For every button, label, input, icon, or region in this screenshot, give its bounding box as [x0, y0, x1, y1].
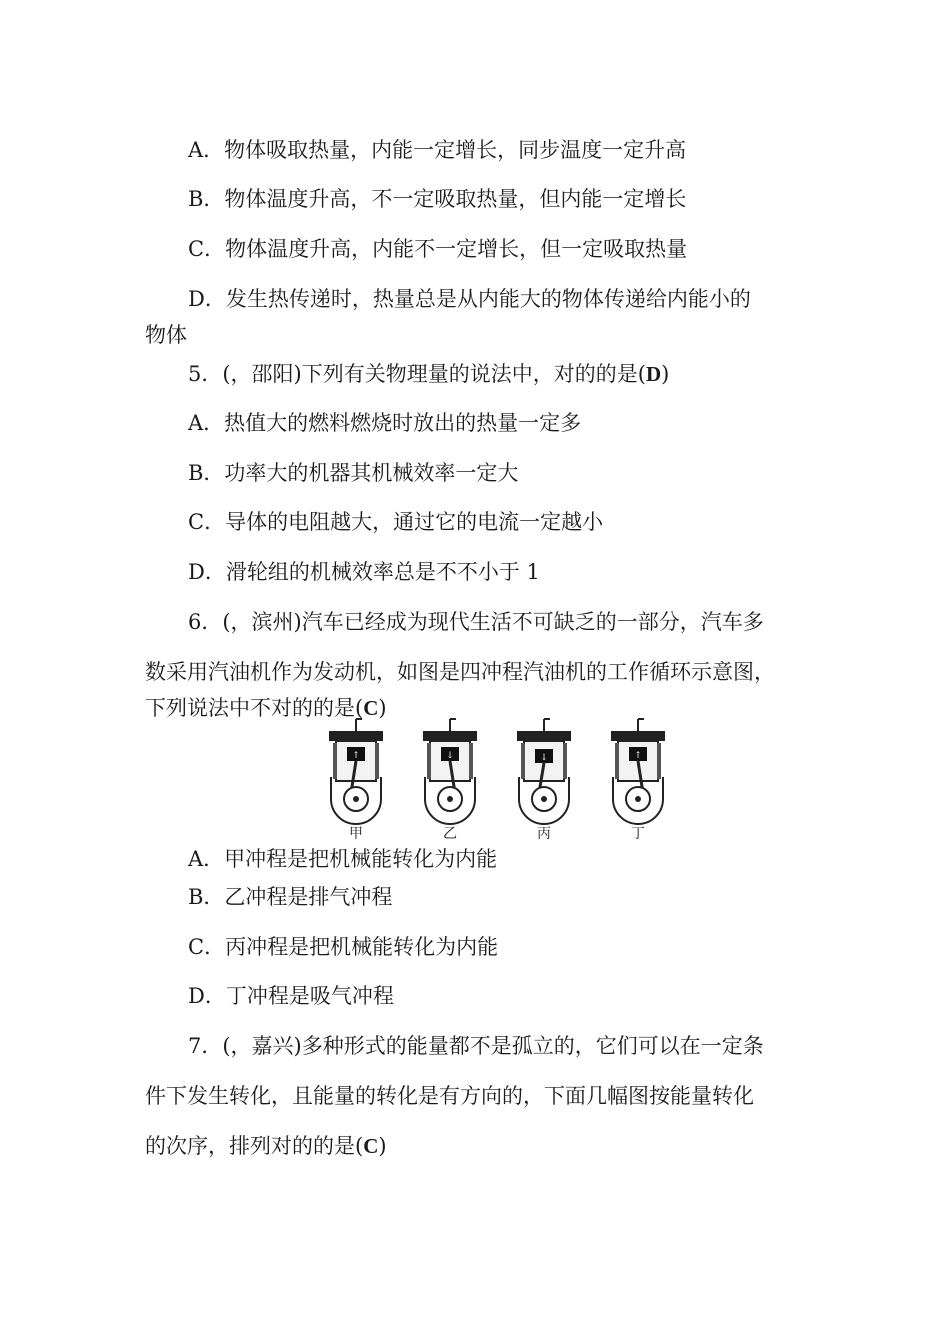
- q5-stem: [188, 360, 669, 388]
- svg-text:↑: ↑: [352, 751, 360, 761]
- q6-close: ): [378, 696, 387, 720]
- svg-text:↓: ↓: [540, 753, 548, 763]
- engine-drawing: [325, 717, 387, 825]
- engine-drawing: [419, 717, 481, 825]
- q6-stem-text: 下列说法中不对的的是(: [145, 696, 364, 720]
- engine-stroke-jia: [325, 717, 387, 842]
- q7-stem-line1: 7．(，嘉兴)多种形式的能量都不是孤立的，它们可以在一定条: [188, 1034, 764, 1058]
- q4-option-c: C．物体温度升高，内能不一定增长，但一定吸取热量: [188, 237, 688, 261]
- svg-text:↓: ↓: [446, 751, 454, 761]
- engine-drawing: [607, 717, 669, 825]
- q5-stem-text: 5．(，邵阳)下列有关物理量的说法中，对的的是(: [188, 362, 646, 386]
- q5-option-a: A．热值大的燃料燃烧时放出的热量一定多: [188, 411, 582, 435]
- engine-stroke-ding: [607, 717, 669, 842]
- q6-option-c: C．丙冲程是把机械能转化为内能: [188, 935, 499, 959]
- q7-close: ): [378, 1134, 387, 1158]
- q7-answer: C: [363, 1134, 379, 1158]
- engine-stroke-yi: [419, 717, 481, 842]
- q5-close: ): [661, 362, 670, 386]
- caption-ding: 丁: [631, 826, 645, 842]
- q6-option-b: B．乙冲程是排气冲程: [188, 885, 393, 909]
- q6-option-d: D．丁冲程是吸气冲程: [188, 984, 394, 1008]
- q6-stem-line1: 6．(，滨州)汽车已经成为现代生活不可缺乏的一部分，汽车多: [188, 610, 764, 634]
- caption-bing: 丙: [537, 826, 551, 842]
- engine-stroke-bing: [513, 717, 575, 842]
- q4-option-d: D．发生热传递时，热量总是从内能大的物体传递给内能小的: [188, 287, 751, 311]
- q6-option-a: A．甲冲程是把机械能转化为内能: [188, 847, 498, 871]
- q5-option-b: B．功率大的机器其机械效率一定大: [188, 461, 519, 485]
- caption-jia: 甲: [349, 826, 363, 842]
- q4-option-d-cont: 物体: [145, 323, 187, 347]
- caption-yi: 乙: [443, 826, 457, 842]
- q5-option-c: C．导体的电阻越大，通过它的电流一定越小: [188, 510, 604, 534]
- q4-option-a: A．物体吸取热量，内能一定增长，同步温度一定升高: [188, 138, 687, 162]
- q7-stem-line3: [145, 1132, 387, 1160]
- q4-option-b: B．物体温度升高，不一定吸取热量，但内能一定增长: [188, 187, 687, 211]
- engine-stroke-figure: [325, 717, 670, 842]
- q5-option-d: D．滑轮组的机械效率总是不不小于 1: [188, 560, 540, 584]
- q5-answer: D: [645, 362, 662, 386]
- q7-stem-text: 的次序，排列对的的是(: [145, 1134, 364, 1158]
- q6-answer: C: [363, 696, 379, 720]
- q7-stem-line2: 件下发生转化，且能量的转化是有方向的，下面几幅图按能量转化: [145, 1084, 754, 1108]
- svg-text:↑: ↑: [634, 751, 642, 761]
- q6-stem-line2: 数采用汽油机作为发动机，如图是四冲程汽油机的工作循环示意图，: [145, 660, 775, 684]
- engine-drawing: [513, 717, 575, 825]
